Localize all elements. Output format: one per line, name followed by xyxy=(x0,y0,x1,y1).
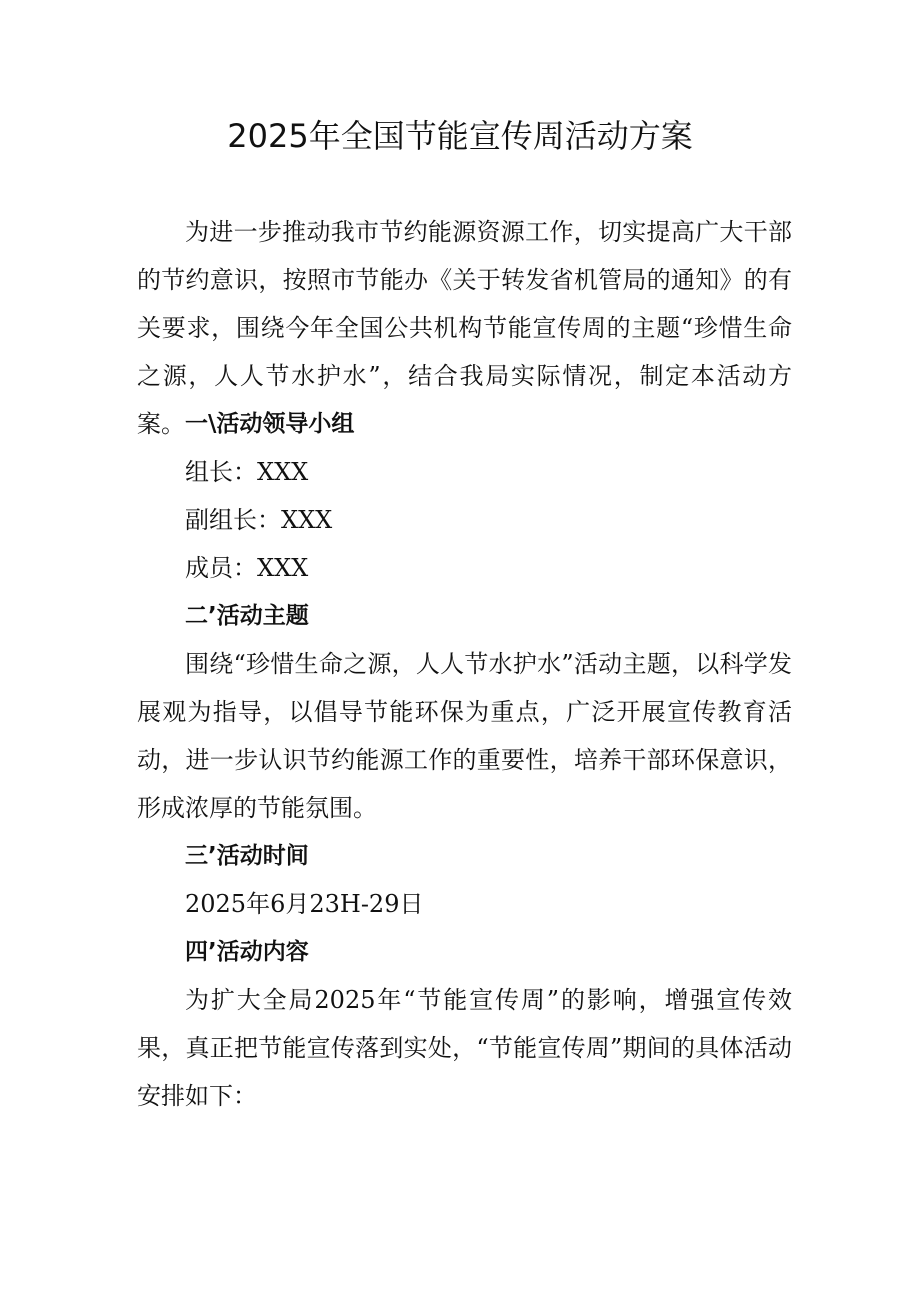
leader-line: 组长：XXX xyxy=(185,458,309,486)
deputy-leader-line: 副组长：XXX xyxy=(185,506,333,534)
section2-heading: 二’活动主题 xyxy=(185,603,309,629)
members-line: 成员：XXX xyxy=(185,554,309,582)
intro-paragraph: 为进一步推动我市节约能源资源工作，切实提高广大干部的节约意识，按照市节能办《关于转发省机管局的通知》的有关要求，围绕今年全国公共机构节能宣传周的主题“珍惜生命之源，人人节水护水”，结合我局实际情况，制定本活动方案。 xyxy=(137,218,792,438)
section2-paragraph: 围绕“珍惜生命之源，人人节水护水”活动主题，以科学发展观为指导，以倡导节能环保为重点，广泛开展宣传教育活动，进一步认识节约能源工作的重要性，培养干部环保意识，形成浓厚的节能氛围。 xyxy=(137,650,792,822)
section3-heading: 三’活动时间 xyxy=(185,843,309,869)
document-title: 2025年全国节能宣传周活动方案 xyxy=(227,117,693,155)
section4-paragraph: 为扩大全局2025年“节能宣传周”的影响，增强宣传效果，真正把节能宣传落到实处，“节能宣传周”期间的具体活动安排如下： xyxy=(137,986,792,1110)
activity-date: 2025年6月23H-29日 xyxy=(185,890,424,918)
section1-heading: 一\活动领导小组 xyxy=(185,411,355,437)
section4-heading: 四’活动内容 xyxy=(185,939,309,965)
